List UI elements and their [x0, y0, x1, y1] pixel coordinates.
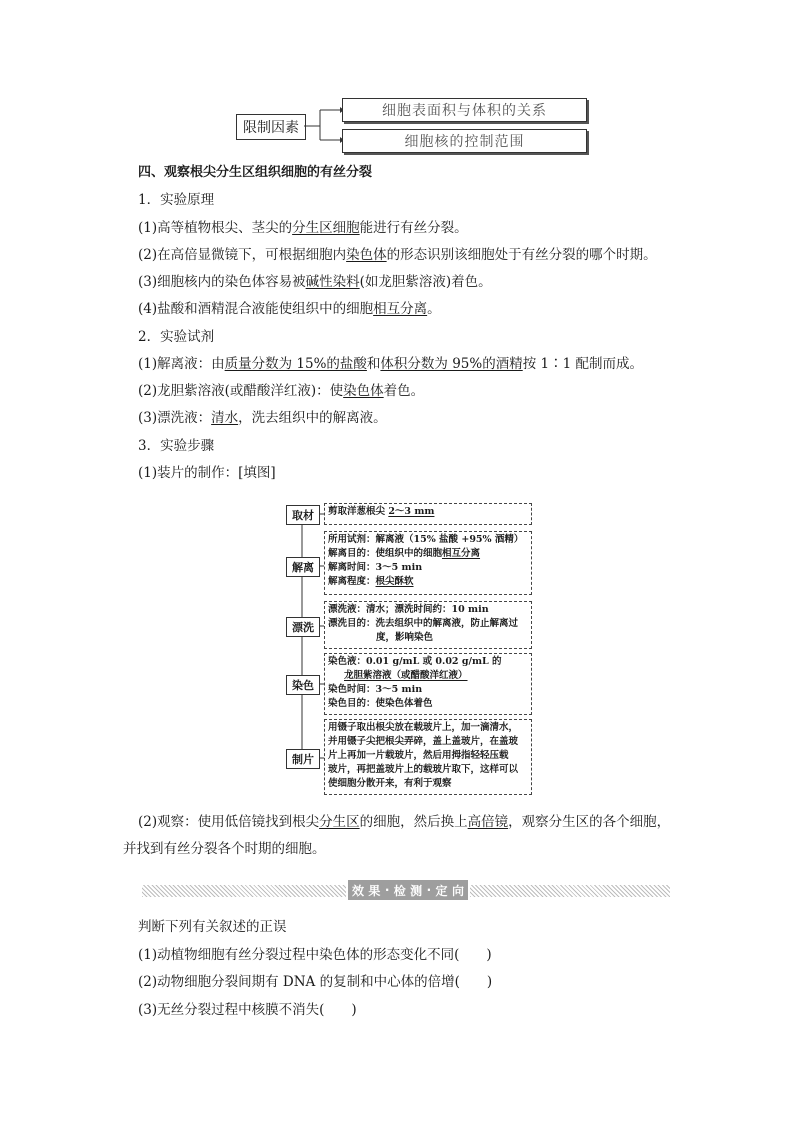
answer: 质量分数为 15%的盐酸 — [224, 356, 367, 372]
quiz-item-3: (3)无丝分裂过程中核膜不消失( ) — [138, 1002, 357, 1018]
answer: 体积分数为 95%的酒精 — [380, 356, 523, 372]
text: 染色液：0.01 g/mL 或 0.02 g/mL 的 — [328, 656, 502, 667]
text: 按 1∶1 配制而成。 — [522, 356, 643, 372]
flow-box-rinse — [324, 601, 532, 649]
text: 着色。 — [383, 383, 425, 399]
text: 玻片，再把盖玻片上的载玻片取下，这样可以 — [328, 764, 519, 775]
text: (2)观察：使用低倍镜找到根尖 — [138, 814, 320, 830]
flow-box-mount — [324, 719, 532, 795]
answer: 碱性染料 — [305, 274, 360, 290]
answer: 2～3 mm — [388, 506, 435, 517]
flow-node-dissociate: 解离 — [286, 557, 320, 577]
observe-line-1 — [138, 812, 670, 832]
banner-label — [348, 880, 468, 900]
text: (2)在高倍显微镜下，可根据细胞内 — [138, 247, 347, 263]
steps-heading: 3．实验步骤 — [138, 438, 215, 454]
text: 并用镊子尖把根尖弄碎，盖上盖玻片，在盖玻 — [328, 736, 519, 747]
text: 使细胞分散开来，有利于观察 — [328, 778, 452, 789]
answer: 高倍镜 — [467, 814, 509, 830]
text: (3)漂洗液： — [138, 410, 212, 426]
text: 漂洗目的：洗去组织中的解离液，防止解离过 — [328, 618, 519, 629]
text: ，观察分生区的各个细胞， — [508, 814, 671, 830]
text: 的形态识别该细胞处于有丝分裂的哪个时期。 — [386, 247, 657, 263]
text: ，洗去组织中的解离液。 — [238, 410, 387, 426]
flow-box-stain — [324, 653, 532, 715]
banner-stripe-left — [142, 885, 346, 897]
steps-sub-1: (1)装片的制作：[填图] — [138, 465, 276, 481]
answer: 染色体 — [346, 247, 387, 263]
section-title: 四、观察根尖分生区组织细胞的有丝分裂 — [138, 165, 373, 180]
principle-item-2 — [138, 245, 657, 265]
diagram-branch-1-label: 细胞表面积与体积的关系 — [382, 103, 547, 119]
banner-char: 果 — [368, 883, 381, 898]
answer: 相互分离 — [442, 548, 481, 559]
reagent-item-2 — [138, 381, 424, 401]
text: 染色目的：使染色体着色 — [328, 698, 433, 709]
text: 和 — [366, 356, 381, 372]
reagents-heading: 2．实验试剂 — [138, 329, 215, 345]
flow-node-rinse: 漂洗 — [286, 617, 320, 637]
answer: 清水 — [211, 410, 239, 426]
banner-char: 向 — [451, 883, 464, 898]
text: 能进行有丝分裂。 — [359, 220, 468, 236]
banner-char: 检 — [393, 883, 406, 898]
answer: 分生区细胞 — [292, 220, 360, 236]
text: 解离目的：使组织中的细胞 — [328, 548, 443, 559]
text: 的细胞，然后换上 — [359, 814, 468, 830]
text: 所用试剂：解离液（15% 盐酸 +95% 酒精） — [328, 534, 524, 545]
principle-item-3 — [138, 272, 492, 292]
diagram-branch-1 — [342, 98, 587, 122]
banner-char: 效 — [352, 883, 365, 898]
text: 解离时间：3～5 min — [328, 562, 423, 573]
answer: 分生区 — [319, 814, 360, 830]
principle-heading: 1．实验原理 — [138, 192, 215, 208]
diagram-connector — [304, 104, 344, 144]
quiz-heading: 判断下列有关叙述的正误 — [138, 919, 287, 935]
text: 剪取洋葱根尖 — [328, 506, 389, 517]
text: 漂洗液：清水；漂洗时间约：10 min — [328, 604, 489, 615]
answer: 染色体 — [343, 383, 384, 399]
reagent-item-3 — [138, 408, 387, 428]
text: (4)盐酸和酒精混合液能使组织中的细胞 — [138, 301, 374, 317]
text: (如龙胆紫溶液)着色。 — [359, 274, 492, 290]
text: 度，影响染色 — [376, 632, 434, 643]
answer: 相互分离 — [373, 301, 428, 317]
banner-char: 测 — [410, 883, 423, 898]
diagram-root-box — [236, 114, 306, 140]
flow-node-stain: 染色 — [286, 675, 320, 695]
flow-box-dissociate — [324, 531, 532, 595]
observe-line-2: 并找到有丝分裂各个时期的细胞。 — [123, 841, 326, 857]
quiz-item-2: (2)动物细胞分裂间期有 DNA 的复制和中心体的倍增( ) — [138, 974, 493, 990]
text: 染色时间：3～5 min — [328, 684, 423, 695]
diagram-root-label: 限制因素 — [243, 120, 299, 136]
flow-node-take: 取材 — [286, 505, 320, 525]
diagram-branch-2-label: 细胞核的控制范围 — [404, 134, 525, 150]
flow-node-mount: 制片 — [286, 749, 320, 769]
text: 。 — [427, 301, 441, 317]
answer: 根尖酥软 — [375, 576, 414, 587]
principle-item-4 — [138, 299, 441, 319]
answer: 龙胆紫溶液（或醋酸洋红液） — [344, 670, 468, 681]
diagram-branch-2 — [342, 129, 587, 153]
text: 片上再加一片载玻片，然后用拇指轻轻压载 — [328, 750, 509, 761]
text: (2)龙胆紫溶液(或醋酸洋红液)：使 — [138, 383, 344, 399]
banner-stripe-right — [470, 885, 670, 897]
quiz-item-1: (1)动植物细胞有丝分裂过程中染色体的形态变化不同( ) — [138, 947, 492, 963]
banner-char: · — [384, 883, 390, 897]
text: 解离程度： — [328, 576, 376, 587]
banner-char: 定 — [435, 883, 448, 898]
flow-box-take — [324, 503, 532, 525]
text: (3)细胞核内的染色体容易被 — [138, 274, 306, 290]
text: (1)高等植物根尖、茎尖的 — [138, 220, 293, 236]
principle-item-1 — [138, 218, 468, 238]
text: (1)解离液：由 — [138, 356, 225, 372]
banner-char: · — [426, 883, 432, 897]
text: 用镊子取出根尖放在载玻片上，加一滴清水， — [328, 722, 519, 733]
reagent-item-1 — [138, 354, 643, 374]
